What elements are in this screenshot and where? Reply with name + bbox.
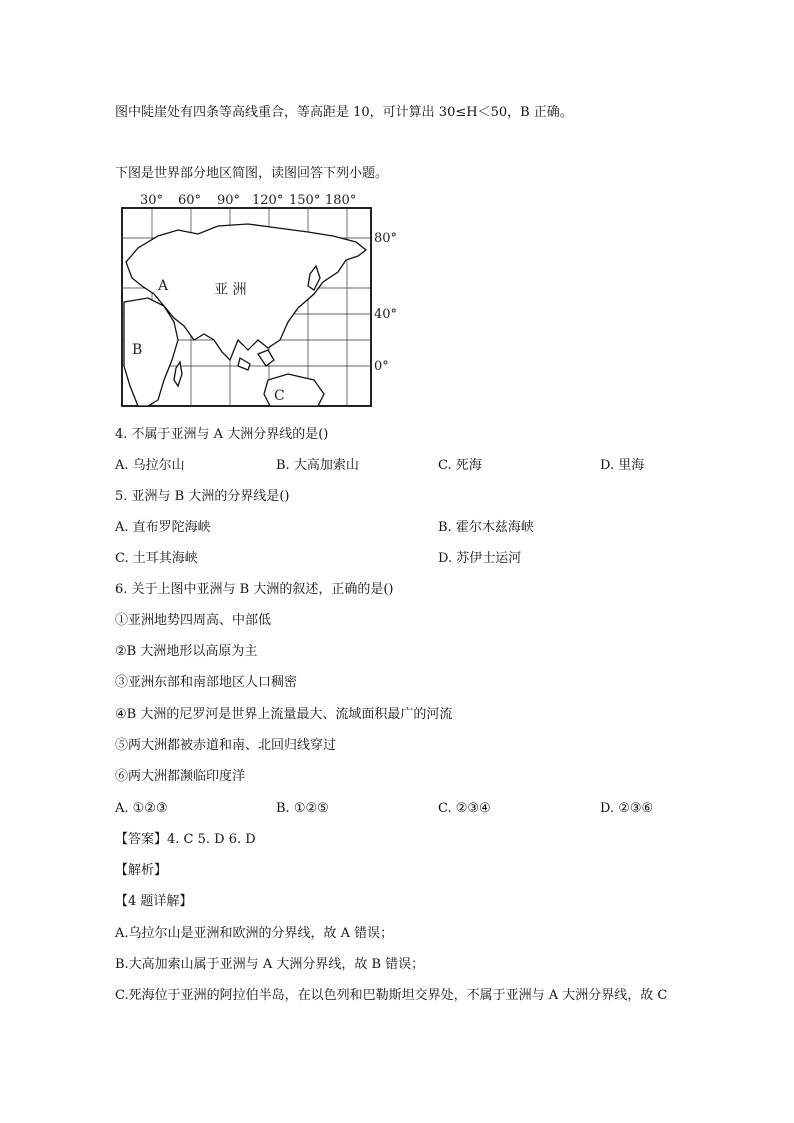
lon-label-180: 180° (325, 193, 357, 208)
q6-option-c: C. ②③④ (438, 801, 491, 816)
contour-note: 图中陡崖处有四条等高线重合，等高距是 10，可计算出 30≤H＜50，B 正确。 (115, 105, 573, 120)
q4-option-c: C. 死海 (438, 458, 482, 473)
question-6: 6. 关于上图中亚洲与 B 大洲的叙述，正确的是() (115, 582, 394, 597)
statement-5: ⑤两大洲都被赤道和南、北回归线穿过 (115, 738, 337, 753)
label-b: B (132, 342, 143, 358)
q5-option-a: A. 直布罗陀海峡 (115, 520, 211, 535)
q5-option-b: B. 霍尔木兹海峡 (438, 520, 534, 535)
intro-text: 下图是世界部分地区简图，读图回答下列小题。 (115, 166, 389, 181)
lon-label-30: 30° (140, 193, 164, 208)
explanation-c: C.死海位于亚洲的阿拉伯半岛，在以色列和巴勒斯坦交界处，不属于亚洲与 A 大洲分界线，故 C (115, 988, 668, 1003)
lat-label-0: 0° (374, 359, 389, 374)
q6-option-a: A. ①②③ (115, 801, 168, 816)
statement-1: ①亚洲地势四周高、中部低 (115, 613, 272, 628)
analysis-heading: 【解析】 (115, 863, 168, 878)
question-5: 5. 亚洲与 B 大洲的分界线是() (115, 489, 290, 504)
explanation-b: B.大高加索山属于亚洲与 A 大洲分界线，故 B 错误； (115, 957, 425, 972)
borneo-shape (258, 350, 274, 366)
statement-4: ④B 大洲的尼罗河是世界上流量最大、流域面积最广的河流 (115, 707, 453, 722)
lat-label-80: 80° (374, 231, 398, 246)
world-region-map (118, 190, 403, 412)
lon-label-90: 90° (217, 193, 241, 208)
lon-label-150: 150° (289, 193, 321, 208)
label-asia: 亚 洲 (214, 282, 247, 298)
q5-option-d: D. 苏伊士运河 (438, 551, 522, 566)
q4-option-d: D. 里海 (600, 458, 645, 473)
landmass-outlines (124, 224, 366, 406)
explanation-a: A.乌拉尔山是亚洲和欧洲的分界线，故 A 错误； (115, 926, 394, 941)
australia-shape (264, 374, 324, 406)
q6-option-d: D. ②③⑥ (600, 801, 654, 816)
q5-option-c: C. 土耳其海峡 (115, 551, 198, 566)
lat-label-40: 40° (374, 307, 398, 322)
question-4: 4. 不属于亚洲与 A 大洲分界线的是() (115, 427, 329, 442)
label-a: A (158, 278, 169, 294)
statement-6: ⑥两大洲都濒临印度洋 (115, 769, 246, 784)
lon-label-60: 60° (178, 193, 202, 208)
q6-option-b: B. ①②⑤ (276, 801, 329, 816)
sumatra-shape (238, 358, 250, 370)
lon-label-120: 120° (252, 193, 284, 208)
statement-3: ③亚洲东部和南部地区人口稠密 (115, 675, 298, 690)
statement-2: ②B 大洲地形以高原为主 (115, 644, 258, 659)
q4-option-a: A. 乌拉尔山 (115, 458, 185, 473)
madagascar-shape (174, 362, 182, 386)
answer-line: 【答案】4. C 5. D 6. D (115, 832, 256, 847)
label-c: C (274, 388, 285, 404)
q4-detail-heading: 【4 题详解】 (115, 894, 193, 909)
q4-option-b: B. 大高加索山 (276, 458, 359, 473)
